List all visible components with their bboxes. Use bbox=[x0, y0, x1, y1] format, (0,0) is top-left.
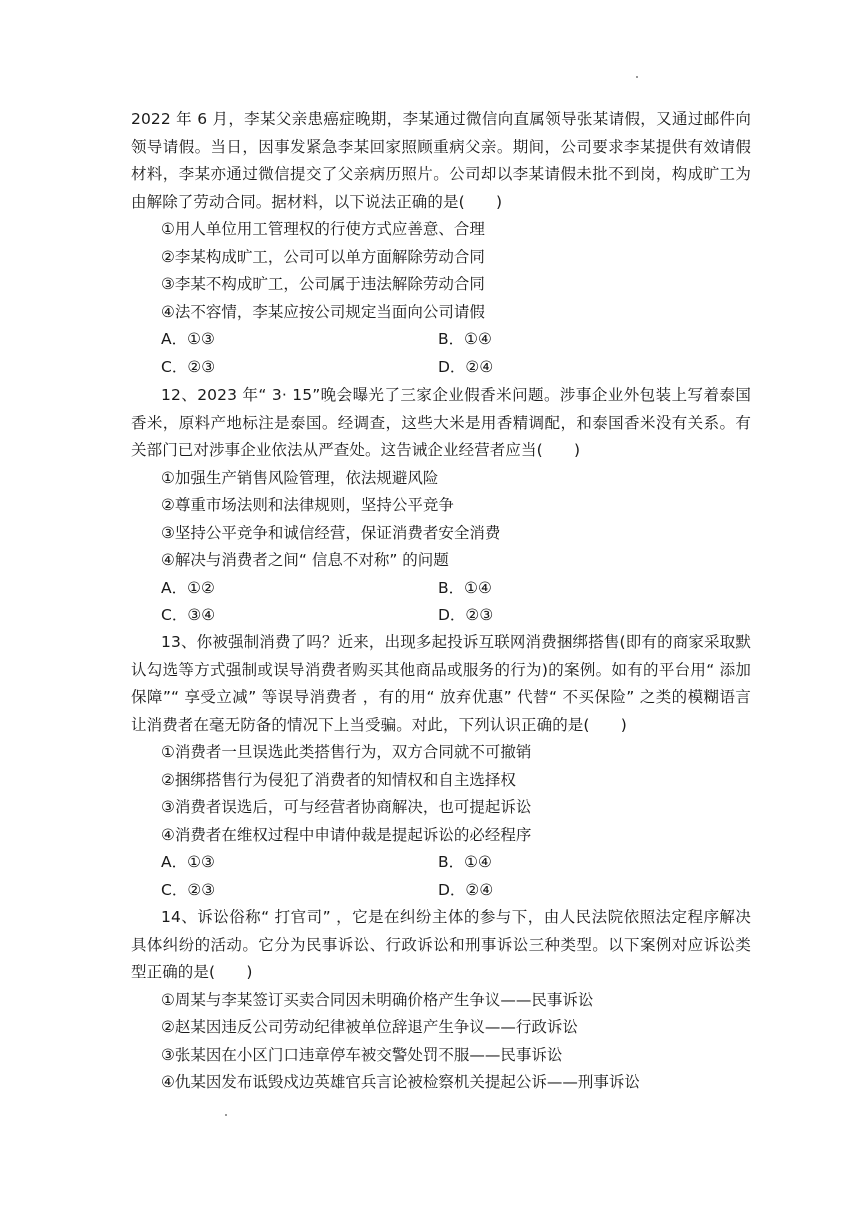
question-stem: 14、诉讼俗称“ 打官司” ，它是在纠纷主体的参与下，由人民法院依照法定程序解决具体纠纷的活动。它分为民事诉讼、行政诉讼和刑事诉讼三种类型。以下案例对应诉讼类型正确的是( ) bbox=[131, 908, 751, 981]
question-12 bbox=[131, 382, 751, 630]
statement-3: ③李某不构成旷工，公司属于违法解除劳动合同 bbox=[161, 275, 485, 293]
statement-3: ③坚持公平竞争和诚信经营，保证消费者安全消费 bbox=[161, 523, 501, 542]
question-stem: 13、你被强制消费了吗？近来，出现多起投诉互联网消费捆绑搭售(即有的商家采取默认勾选等方式强制或误导消费者购买其他商品或服务的行为)的案例。如有的平台用“ 添加保障”“ 享受立减” 等误导消费者 ，有的用“ 放弃优惠” 代替“ 不买保险” 之类的模糊语言让消费者在毫无防备的情况下上当受骗。对此，下列认识正确的是( ) bbox=[131, 633, 751, 734]
question-11 bbox=[131, 106, 751, 381]
statement-1: ①周某与李某签订买卖合同因未明确价格产生争议——民事诉讼 bbox=[161, 990, 594, 1009]
answer-d: D．②④ bbox=[438, 880, 494, 899]
answer-a: A．①③ bbox=[161, 330, 215, 348]
answer-d: D．②④ bbox=[438, 357, 494, 376]
question-14 bbox=[131, 904, 751, 1097]
answer-b: B．①④ bbox=[438, 578, 492, 597]
statement-4: ④消费者在维权过程中申请仲裁是提起诉讼的必经程序 bbox=[161, 825, 532, 844]
answer-b: B．①④ bbox=[438, 330, 492, 348]
statement-2: ②捆绑搭售行为侵犯了消费者的知情权和自主选择权 bbox=[161, 770, 516, 789]
statement-4: ④仇某因发布诋毁戍边英雄官兵言论被检察机关提起公诉——刑事诉讼 bbox=[161, 1073, 640, 1091]
statement-2: ②李某构成旷工，公司可以单方面解除劳动合同 bbox=[161, 247, 485, 266]
question-stem: 2022 年 6 月，李某父亲患癌症晚期，李某通过微信向直属领导张某请假，又通过邮件向领导请假。当日，因事发紧急李某回家照顾重病父亲。期间，公司要求李某提供有效请假材料，李某亦通过微信提交了父亲病历照片。公司却以李某请假未批不到岗，构成旷工为由解除了劳动合同。据材料，以下说法正确的是( ) bbox=[131, 110, 751, 211]
statement-4: ④法不容情，李某应按公司规定当面向公司请假 bbox=[161, 302, 485, 321]
answer-c: C．②③ bbox=[161, 880, 216, 899]
answer-row bbox=[161, 354, 751, 382]
answer-a: A．①② bbox=[161, 578, 215, 597]
statement-2: ②尊重市场法则和法律规则，坚持公平竞争 bbox=[161, 496, 454, 514]
statement-3: ③张某因在小区门口违章停车被交警处罚不服——民事诉讼 bbox=[161, 1045, 563, 1064]
answer-row bbox=[161, 849, 751, 877]
statement-4: ④解决与消费者之间“ 信息不对称” 的问题 bbox=[161, 551, 449, 569]
answer-d: D．②③ bbox=[438, 606, 494, 624]
answer-c: C．②③ bbox=[161, 357, 216, 376]
answer-b: B．①④ bbox=[438, 853, 492, 871]
answer-row bbox=[161, 326, 751, 354]
question-stem: 12、2023 年“ 3· 15”晚会曝光了三家企业假香米问题。涉事企业外包装上写着泰国香米，原料产地标注是泰国。经调查，这些大米是用香精调配，和泰国香米没有关系。有关部门已对涉事企业依法从严查处。这告诫企业经营者应当( ) bbox=[131, 386, 751, 459]
question-13 bbox=[131, 629, 751, 904]
answer-a: A．①③ bbox=[161, 853, 215, 871]
statement-3: ③消费者误选后，可与经营者协商解决，也可提起诉讼 bbox=[161, 798, 532, 816]
scan-dot bbox=[636, 76, 638, 78]
answer-row bbox=[161, 575, 751, 603]
statement-1: ①消费者一旦误选此类搭售行为，双方合同就不可撤销 bbox=[161, 743, 532, 761]
statement-1: ①用人单位用工管理权的行使方式应善意、合理 bbox=[161, 220, 485, 238]
scan-dot bbox=[225, 1114, 227, 1116]
answer-row bbox=[161, 602, 751, 630]
statement-2: ②赵某因违反公司劳动纪律被单位辞退产生争议——行政诉讼 bbox=[161, 1018, 578, 1036]
answer-c: C．③④ bbox=[161, 606, 216, 624]
statement-1: ①加强生产销售风险管理，依法规避风险 bbox=[161, 468, 439, 487]
answer-row bbox=[161, 877, 751, 905]
